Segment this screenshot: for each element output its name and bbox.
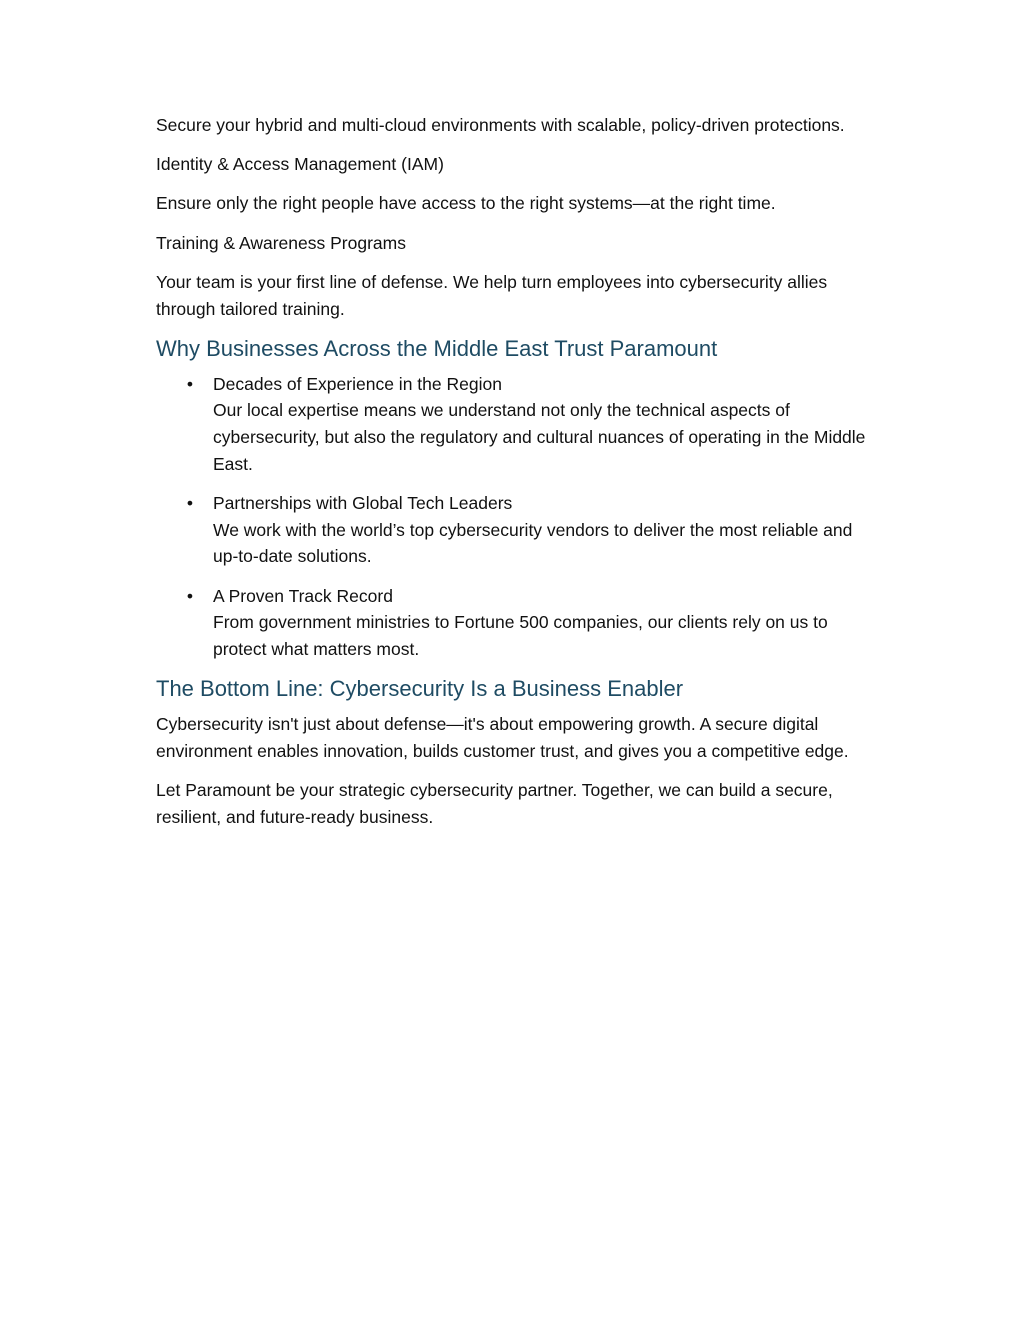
bullet-icon: • [186,493,194,514]
list-item-body: Our local expertise means we understand not only the technical aspects of cybersecurity, but also the regulatory and cultural nuances of operating in the Middle East. [213,400,866,474]
list-item-body: From government ministries to Fortune 500 companies, our clients rely on us to protect what matters most. [213,612,828,660]
training-title: Training & Awareness Programs [156,232,406,253]
list-item [156,490,868,570]
training-paragraph: Your team is your first line of defense. We help turn employees into cybersecurity allies through tailored training. [156,271,828,319]
list-item-title: Decades of Experience in the Region [213,373,502,394]
why-paramount-list [156,371,868,663]
list-item-body: We work with the world’s top cybersecurity vendors to deliver the most reliable and up-to-date solutions. [213,519,853,567]
list-item [156,583,868,663]
bullet-icon: • [186,373,194,394]
bottom-line-paragraph: Cybersecurity isn't just about defense—it's about empowering growth. A secure digital environment enables innovation, builds customer trust, and gives you a competitive edge. [156,714,849,761]
cloud-security-paragraph: Secure your hybrid and multi-cloud environments with scalable, policy-driven protections. [156,115,845,135]
list-item [156,371,868,478]
document-page [156,112,868,843]
iam-title: Identity & Access Management (IAM) [156,154,444,175]
bullet-icon: • [186,585,194,606]
list-item-title: A Proven Track Record [213,585,393,606]
closing-paragraph: Let Paramount be your strategic cybersecurity partner. Together, we can build a secure, resilient, and future-ready business. [156,780,833,827]
why-paramount-heading: Why Businesses Across the Middle East Trust Paramount [156,335,718,361]
bottom-line-heading: The Bottom Line: Cybersecurity Is a Business Enabler [156,676,684,702]
list-item-title: Partnerships with Global Tech Leaders [213,493,513,514]
iam-paragraph: Ensure only the right people have access to the right systems—at the right time. [156,193,776,214]
